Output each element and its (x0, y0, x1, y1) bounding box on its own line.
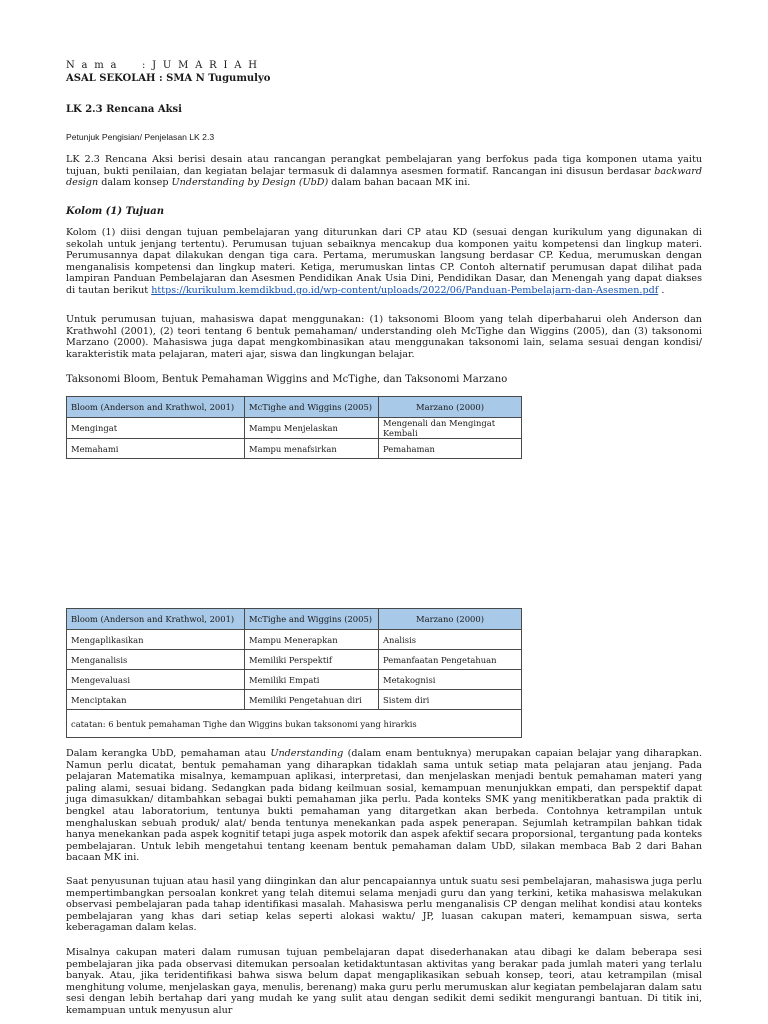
doc-title: LK 2.3 Rencana Aksi (66, 104, 182, 115)
table-cell: Mampu Menjelaskan (245, 418, 379, 439)
table-cell: Mampu Menerapkan (245, 630, 379, 650)
table-header-row (67, 609, 522, 630)
table-cell: Mengevaluasi (67, 670, 245, 690)
taxonomy-table-1 (66, 396, 522, 459)
table-row (67, 418, 522, 439)
name-line (66, 60, 702, 71)
table-cell: Memiliki Perspektif (245, 650, 379, 670)
panduan-link[interactable]: https://kurikulum.kemdikbud.go.id/wp-content/uploads/2022/06/Panduan-Pembelajarn-dan-Asesmen.pdf (151, 284, 659, 296)
instruction-heading: Petunjuk Pengisian/ Penjelasan LK 2.3 (66, 132, 215, 142)
table-row (67, 690, 522, 710)
table-cell: Menciptakan (67, 690, 245, 710)
table-note: catatan: 6 bentuk pemahaman Tighe dan Wiggins bukan taksonomi yang hirarkis (67, 710, 522, 738)
table-cell: Memiliki Empati (245, 670, 379, 690)
table-note-row (67, 710, 522, 738)
table-header-row (67, 397, 522, 418)
table-row (67, 630, 522, 650)
table-cell: Mengaplikasikan (67, 630, 245, 650)
header-bloom: Bloom (Anderson and Krathwol, 2001) (67, 609, 245, 630)
header-mctighe: McTighe and Wiggins (2005) (245, 609, 379, 630)
header-bloom: Bloom (Anderson and Krathwol, 2001) (67, 397, 245, 418)
table-cell: Mengingat (67, 418, 245, 439)
table-cell: Mampu menafsirkan (245, 439, 379, 459)
school-line: ASAL SEKOLAH : SMA N Tugumulyo (66, 73, 271, 84)
table-caption: Taksonomi Bloom, Bentuk Pemahaman Wiggins and McTighe, dan Taksonomi Marzano (66, 374, 508, 385)
kolom-paragraph: Kolom (1) diisi dengan tujuan pembelajaran yang diturunkan dari CP atau KD (sesuai dengan kurikulum yang digunakan di sekolah untuk jenjang tertentu). Perumusan tujuan sebaiknya mencakup dua komponen yaitu kompetensi dan lingkup materi. Perumusannya dapat dilakukan dengan tiga cara. Pertama, merumuskan langsung berdasar CP. Kedua, merumuskan dengan menganalisis kompetensi dan lingkup materi. Ketiga, merumuskan lintas CP. Contoh alternatif perumusan dapat dilihat pada lampiran Panduan Pembelajaran dan Asesmen Pendidikan Anak Usia Dini, Pendidikan Dasar, dan Menengah yang dapat diakses di tautan berikut https://kurikulum.kemdikbud.go.id/wp-content/uploads/2022/06/Panduan-Pembelajarn-dan-Asesmen.pdf . (66, 227, 702, 296)
table-cell: Sistem diri (379, 690, 522, 710)
header-marzano: Marzano (2000) (379, 397, 522, 418)
taxonomy-table-2 (66, 608, 522, 738)
saat-paragraph: Saat penyusunan tujuan atau hasil yang diinginkan dan alur pencapaiannya untuk suatu sesi pembelajaran, mahasiswa juga perlu mempertimbangkan persoalan konkret yang telah ditemui selama menjadi guru dan yang terkini, ketika mahasiswa melakukan observasi pembelajaran pada tahap identifikasi masalah. Mahasiswa perlu menganalisis CP dengan melihat kondisi atau konteks pembelajaran yang khas dari setiap kelas seperti alokasi waktu/ JP, luasan cakupan materi, kemampuan siswa, serta keberagaman dalam kelas. (66, 876, 702, 934)
table-row (67, 650, 522, 670)
name-value: : J U M A R I A H (142, 60, 259, 71)
misal-paragraph: Misalnya cakupan materi dalam rumusan tujuan pembelajaran dapat disederhanakan atau dibagi ke dalam beberapa sesi pembelajaran jika pada observasi ditemukan persoalan ketidaktuntasan aktivitas yang berakar pada jumlah materi yang terlalu banyak. Atau, jika teridentifikasi bahwa siswa belum dapat mengaplikasikan sebuah konsep, teori, atau ketrampilan (misal menghitung volume, menjelaskan gaya, menulis, berenang) maka guru perlu merumuskan alur kegiatan pembelajaran dalam satu sesi dengan lebih bertahap dari yang mudah ke yang sulit atau dengan sedikit demi sedikit mengurangi bantuan. Di titik ini, kemampuan untuk menyusun alur (66, 947, 702, 1016)
table-cell: Pemahaman (379, 439, 522, 459)
section-heading: Kolom (1) Tujuan (66, 206, 165, 217)
header-marzano: Marzano (2000) (379, 609, 522, 630)
name-label: N a m a (66, 60, 119, 71)
table-cell: Mengenali dan Mengingat Kembali (379, 418, 522, 439)
table-cell: Metakognisi (379, 670, 522, 690)
intro-paragraph: LK 2.3 Rencana Aksi berisi desain atau rancangan perangkat pembelajaran yang berfokus pada tiga komponen utama yaitu tujuan, bukti penilaian, dan kegiatan belajar termasuk di dalamnya asesmen formatif. Rancangan ini disusun berdasar backward design dalam konsep Understanding by Design (UbD) dalam bahan bacaan MK ini. (66, 154, 702, 189)
ubd-paragraph: Dalam kerangka UbD, pemahaman atau Understanding (dalam enam bentuknya) merupakan capaian belajar yang diharapkan. Namun perlu dicatat, bentuk pemahaman yang diharapkan tidaklah sama untuk setiap mata pelajaran atau jenjang. Pada pelajaran Matematika misalnya, kemampuan aplikasi, interpretasi, dan menjelaskan menjadi bentuk pemahaman materi yang paling alami, sesuai bidang. Sedangkan pada bidang keilmuan sosial, kemampuan menunjukkan empati, dan perspektif dapat juga dimasukkan/ ditambahkan sebagai bukti pemahaman jika perlu. Pada konteks SMK yang menitikberatkan pada praktik di bengkel atau laboratorium, tentunya bukti pemahaman yang ditargetkan akan berbeda. Contohnya ketrampilan untuk menghaluskan sebuah produk/ alat/ benda tentunya menekankan pada aspek penerapan. Sejumlah ketrampilan bahkan tidak hanya menekankan pada aspek kognitif tetapi juga aspek motorik dan aspek afektif secara proporsional, tergantung pada konteks pembelajaran. Untuk lebih mengetahui tentang keenam bentuk pemahaman dalam UbD, silakan membaca Bab 2 dari Bahan bacaan MK ini. (66, 748, 702, 864)
table-cell: Analisis (379, 630, 522, 650)
table-cell: Memahami (67, 439, 245, 459)
table-row (67, 670, 522, 690)
header-mctighe: McTighe and Wiggins (2005) (245, 397, 379, 418)
table-cell: Memiliki Pengetahuan diri (245, 690, 379, 710)
taksonomi-paragraph: Untuk perumusan tujuan, mahasiswa dapat menggunakan: (1) taksonomi Bloom yang telah diperbaharui oleh Anderson dan Krathwohl (2001), (2) teori tentang 6 bentuk pemahaman/ understanding oleh McTighe dan Wiggins (2005), dan (3) taksonomi Marzano (2000). Mahasiswa juga dapat mengkombinasikan atau menggunakan taksonomi lain, selama sesuai dengan kondisi/ karakteristik mata pelajaran, materi ajar, siswa dan lingkungan belajar. (66, 314, 702, 360)
table-cell: Pemanfaatan Pengetahuan (379, 650, 522, 670)
table-row (67, 439, 522, 459)
table-cell: Menganalisis (67, 650, 245, 670)
